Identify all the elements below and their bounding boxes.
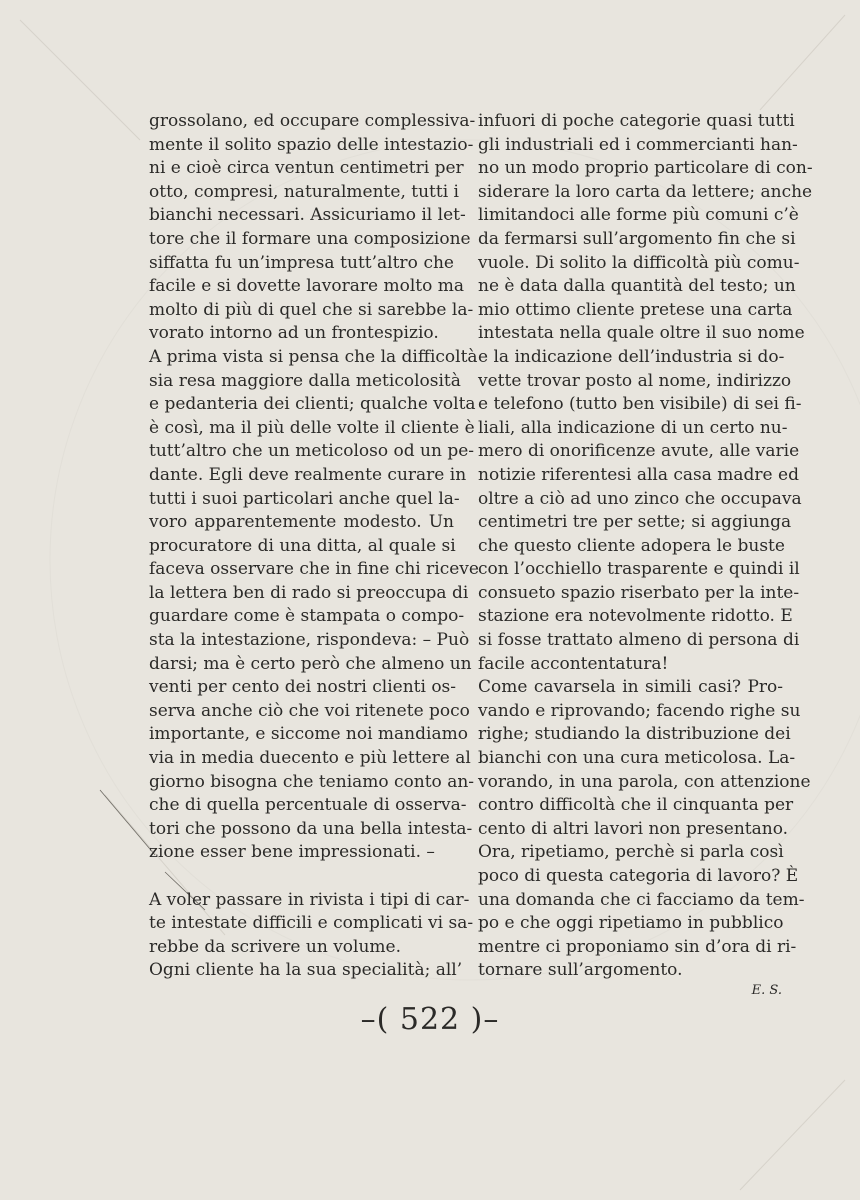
- text-line: vette trovar posto al nome, indirizzo: [478, 370, 792, 391]
- text-line: voro apparentemente modesto. Un: [149, 512, 454, 533]
- text-line: bianchi con una cura meticolosa. La-: [478, 748, 796, 769]
- text-line: si fosse trattato almeno di persona di: [478, 630, 800, 651]
- text-line: mio ottimo cliente pretese una carta: [478, 299, 793, 320]
- text-line: faceva osservare che in fine chi riceve: [149, 559, 479, 580]
- text-line: darsi; ma è certo però che almeno un: [149, 653, 472, 674]
- text-line: giorno bisogna che teniamo conto an-: [149, 771, 475, 792]
- text-line: sia resa maggiore dalla meticolosità: [149, 370, 461, 391]
- text-line: procuratore di una ditta, al quale si: [149, 535, 456, 556]
- text-line: vando e riprovando; facendo righe su: [478, 700, 801, 721]
- text-line: notizie riferentesi alla casa madre ed: [478, 464, 799, 485]
- text-line: sta la intestazione, rispondeva: – Può: [149, 630, 470, 651]
- text-line: facile accontentatura!: [478, 653, 669, 674]
- text-line: po e che oggi ripetiamo in pubblico: [478, 913, 784, 934]
- text-line: ni e cioè circa ventun centimetri per: [149, 158, 464, 179]
- text-line: cento di altri lavori non presentano.: [478, 818, 789, 839]
- right-column: [478, 110, 813, 983]
- text-line: tutti i suoi particolari anche quel la-: [149, 488, 460, 509]
- text-line: poco di questa categoria di lavoro? È: [478, 866, 799, 886]
- text-line: dante. Egli deve realmente curare in: [149, 464, 467, 485]
- page-number: –( 522 )–: [360, 1002, 500, 1037]
- text-line: e la indicazione dell’industria si do-: [478, 346, 785, 367]
- text-line: tori che possono da una bella intesta-: [149, 818, 473, 839]
- text-line: siffatta fu un’impresa tutt’altro che: [149, 252, 454, 273]
- text-line: venti per cento dei nostri clienti os-: [149, 677, 457, 698]
- text-line: righe; studiando la distribuzione dei: [478, 724, 791, 745]
- text-line: e pedanteria dei clienti; qualche volta: [149, 394, 476, 415]
- text-line: contro difficoltà che il cinquanta per: [478, 795, 794, 816]
- text-line: mentre ci proponiamo sin d’ora di ri-: [478, 936, 797, 957]
- text-line: te intestate difficili e complicati vi sa-: [149, 913, 474, 934]
- text-line: serva anche ciò che voi ritenete poco: [149, 700, 470, 721]
- text-line: guardare come è stampata o compo-: [149, 606, 465, 627]
- text-line: otto, compresi, naturalmente, tutti i: [149, 181, 459, 202]
- text-line: molto di più di quel che si sarebbe la-: [149, 299, 474, 320]
- text-line: no un modo proprio particolare di con-: [478, 158, 813, 179]
- text-line: infuori di poche categorie quasi tutti: [478, 111, 795, 131]
- text-line: Ogni cliente ha la sua specialità; all’: [149, 960, 463, 981]
- text-line: che questo cliente adopera le buste: [478, 535, 785, 556]
- text-line: e telefono (tutto ben visibile) di sei fi-: [478, 394, 802, 415]
- text-line: tore che il formare una composizione: [149, 228, 471, 249]
- author-signature: E. S.: [751, 983, 782, 998]
- text-line: Come cavarsela in simili casi? Pro-: [478, 677, 783, 698]
- paragraph-gap: [149, 865, 454, 889]
- text-line: la lettera ben di rado si preoccupa di: [149, 582, 469, 603]
- text-line: gli industriali ed i commercianti han-: [478, 134, 798, 155]
- text-line: mero di onorificenze avute, alle varie: [478, 441, 800, 462]
- text-line: mente il solito spazio delle intestazio-: [149, 134, 474, 155]
- text-line: limitandoci alle forme più comuni c’è: [478, 205, 799, 226]
- text-line: liali, alla indicazione di un certo nu-: [478, 417, 788, 438]
- text-line: da fermarsi sull’argomento fin che si: [478, 228, 796, 249]
- text-line: che di quella percentuale di osserva-: [149, 795, 467, 816]
- text-line: bianchi necessari. Assicuriamo il let-: [149, 205, 466, 226]
- text-line: tornare sull’argomento.: [478, 960, 683, 981]
- text-line: tutt’altro che un meticoloso od un pe-: [149, 441, 475, 462]
- text-line: rebbe da scrivere un volume.: [149, 936, 402, 957]
- text-line: intestata nella quale oltre il suo nome: [478, 323, 805, 344]
- text-line: con l’occhiello trasparente e quindi il: [478, 559, 800, 580]
- text-line: importante, e siccome noi mandiamo: [149, 724, 468, 745]
- text-line: grossolano, ed occupare complessiva-: [149, 111, 476, 131]
- text-line: A voler passare in rivista i tipi di car-: [149, 889, 470, 910]
- text-line: ne è data dalla quantità del testo; un: [478, 276, 796, 297]
- text-line: vorando, in una parola, con attenzione: [478, 771, 811, 792]
- text-line: consueto spazio riserbato per la inte-: [478, 582, 800, 603]
- text-line: stazione era notevolmente ridotto. E: [478, 606, 793, 627]
- text-line: siderare la loro carta da lettere; anche: [478, 181, 813, 202]
- text-line: vorato intorno ad un frontespizio.: [149, 323, 439, 344]
- text-line: è così, ma il più delle volte il cliente è: [149, 417, 475, 438]
- text-line: zione esser bene impressionati. –: [149, 842, 435, 863]
- text-line: centimetri tre per sette; si aggiunga: [478, 512, 792, 533]
- text-line: Ora, ripetiamo, perchè si parla così: [478, 842, 784, 863]
- text-line: A prima vista si pensa che la difficoltà: [149, 346, 478, 367]
- text-line: una domanda che ci facciamo da tem-: [478, 889, 805, 910]
- text-line: via in media duecento e più lettere al: [149, 748, 471, 769]
- text-line: vuole. Di solito la difficoltà più comu-: [478, 252, 800, 273]
- text-line: oltre a ciò ad uno zinco che occupava: [478, 488, 802, 509]
- text-line: facile e si dovette lavorare molto ma: [149, 276, 465, 297]
- left-column: [149, 110, 479, 983]
